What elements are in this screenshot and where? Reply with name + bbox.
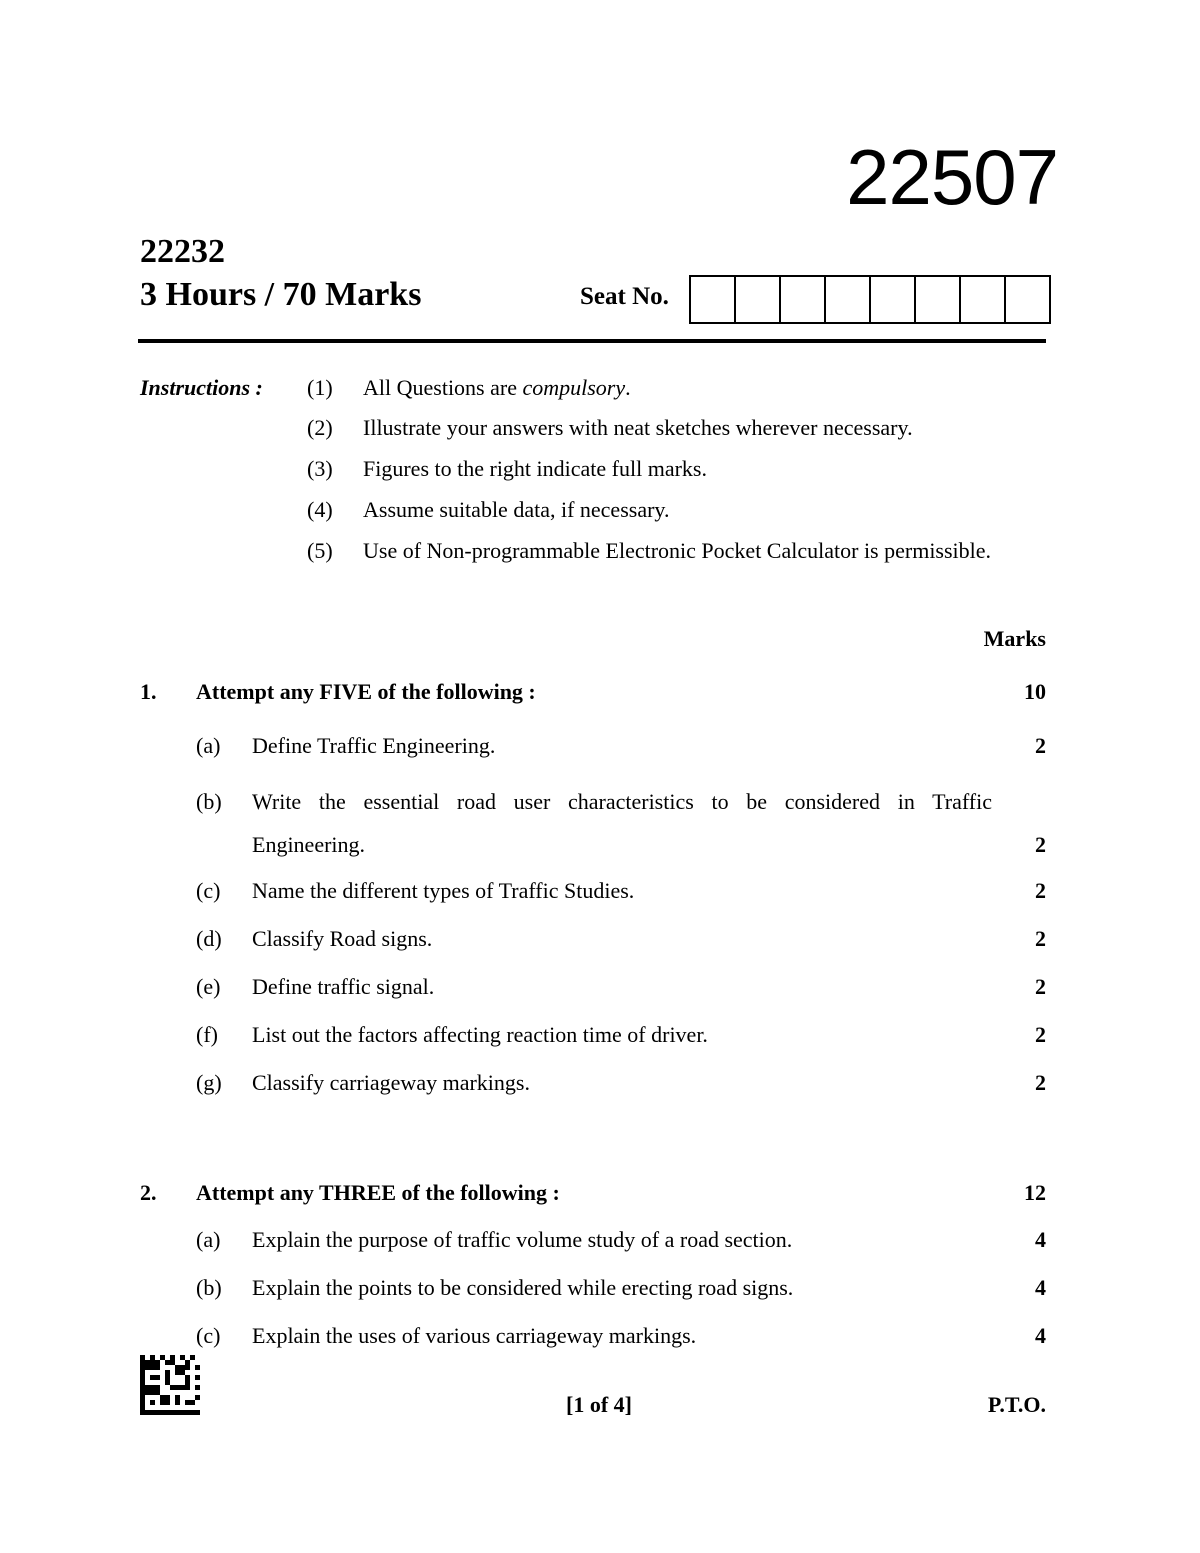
question-number: 2.: [140, 1180, 157, 1205]
subquestion-marks: 2: [1035, 733, 1046, 758]
subquestion-label: (c): [196, 1323, 221, 1348]
subquestion-label: (a): [196, 1227, 221, 1252]
subquestion-label: (c): [196, 878, 221, 903]
instruction-number: (4): [307, 497, 333, 522]
header-divider: [138, 339, 1046, 343]
subquestion-text: Define traffic signal.: [252, 974, 435, 999]
seat-box: [959, 277, 1004, 322]
subject-code: 22232: [140, 233, 225, 270]
please-turn-over: P.T.O.: [987, 1392, 1046, 1417]
instruction-number: (3): [307, 456, 333, 481]
subquestion-label: (g): [196, 1070, 222, 1095]
instructions-label: Instructions :: [140, 375, 263, 400]
emphasis-compulsory: compulsory: [522, 375, 626, 400]
marks-column-heading: Marks: [983, 626, 1046, 651]
seat-box: [691, 277, 734, 322]
instruction-text: Illustrate your answers with neat sketches wherever necessary.: [363, 415, 913, 440]
subquestion-marks: 4: [1035, 1323, 1046, 1348]
subquestion-text: Define Traffic Engineering.: [252, 733, 496, 758]
seat-box: [1004, 277, 1049, 322]
seat-box: [824, 277, 869, 322]
seat-box: [734, 277, 779, 322]
exam-duration-marks: 3 Hours / 70 Marks: [140, 276, 422, 313]
subquestion-marks: 4: [1035, 1275, 1046, 1300]
subquestion-marks: 2: [1035, 878, 1046, 903]
subquestion-marks: 2: [1035, 1070, 1046, 1095]
instruction-number: (1): [307, 375, 333, 400]
subquestion-text: Explain the purpose of traffic volume study of a road section.: [252, 1227, 793, 1252]
subquestion-label: (f): [196, 1022, 218, 1047]
subquestion-marks: 2: [1035, 1022, 1046, 1047]
subquestion-label: (a): [196, 733, 221, 758]
subquestion-marks: 2: [1035, 974, 1046, 999]
subquestion-label: (b): [196, 789, 222, 814]
subquestion-label: (e): [196, 974, 221, 999]
seat-number-boxes: [689, 275, 1051, 324]
seat-number-label: Seat No.: [580, 283, 669, 310]
instruction-text: All Questions are compulsory.: [363, 375, 631, 400]
question-marks: 10: [1024, 679, 1046, 704]
seat-box: [779, 277, 824, 322]
subquestion-text: Explain the points to be considered while erecting road signs.: [252, 1275, 794, 1300]
subquestion-label: (d): [196, 926, 222, 951]
subquestion-label: (b): [196, 1275, 222, 1300]
subquestion-text: Classify Road signs.: [252, 926, 433, 951]
subquestion-text-continued: Engineering.: [252, 832, 366, 857]
question-title: Attempt any FIVE of the following :: [196, 679, 536, 704]
subquestion-marks: 2: [1035, 926, 1046, 951]
question-marks: 12: [1024, 1180, 1046, 1205]
subquestion-text: Classify carriageway markings.: [252, 1070, 530, 1095]
instruction-text: Assume suitable data, if necessary.: [363, 497, 670, 522]
page-number: [1 of 4]: [566, 1392, 632, 1417]
paper-code: 22507: [846, 133, 1058, 221]
seat-box: [869, 277, 914, 322]
subquestion-text: Explain the uses of various carriageway markings.: [252, 1323, 697, 1348]
subquestion-marks: 2: [1035, 832, 1046, 857]
instruction-number: (2): [307, 415, 333, 440]
question-number: 1.: [140, 679, 157, 704]
instruction-item: [307, 415, 913, 441]
seat-box: [914, 277, 959, 322]
subquestion-text: Name the different types of Traffic Studies.: [252, 878, 635, 903]
question-title: Attempt any THREE of the following :: [196, 1180, 560, 1205]
instruction-text: Use of Non-programmable Electronic Pocket Calculator is permissible.: [363, 538, 992, 563]
instruction-text: Figures to the right indicate full marks.: [363, 456, 707, 481]
instruction-item: [307, 375, 631, 401]
subquestion-marks: 4: [1035, 1227, 1046, 1252]
subquestion-text: List out the factors affecting reaction time of driver.: [252, 1022, 708, 1047]
datamatrix-barcode: [140, 1355, 200, 1415]
instruction-item: [307, 538, 991, 564]
subquestion-text: Write the essential road user characteristics to be considered in Traffic: [252, 789, 992, 814]
instruction-item: [307, 497, 669, 523]
instruction-number: (5): [307, 538, 333, 563]
instruction-item: [307, 456, 707, 482]
